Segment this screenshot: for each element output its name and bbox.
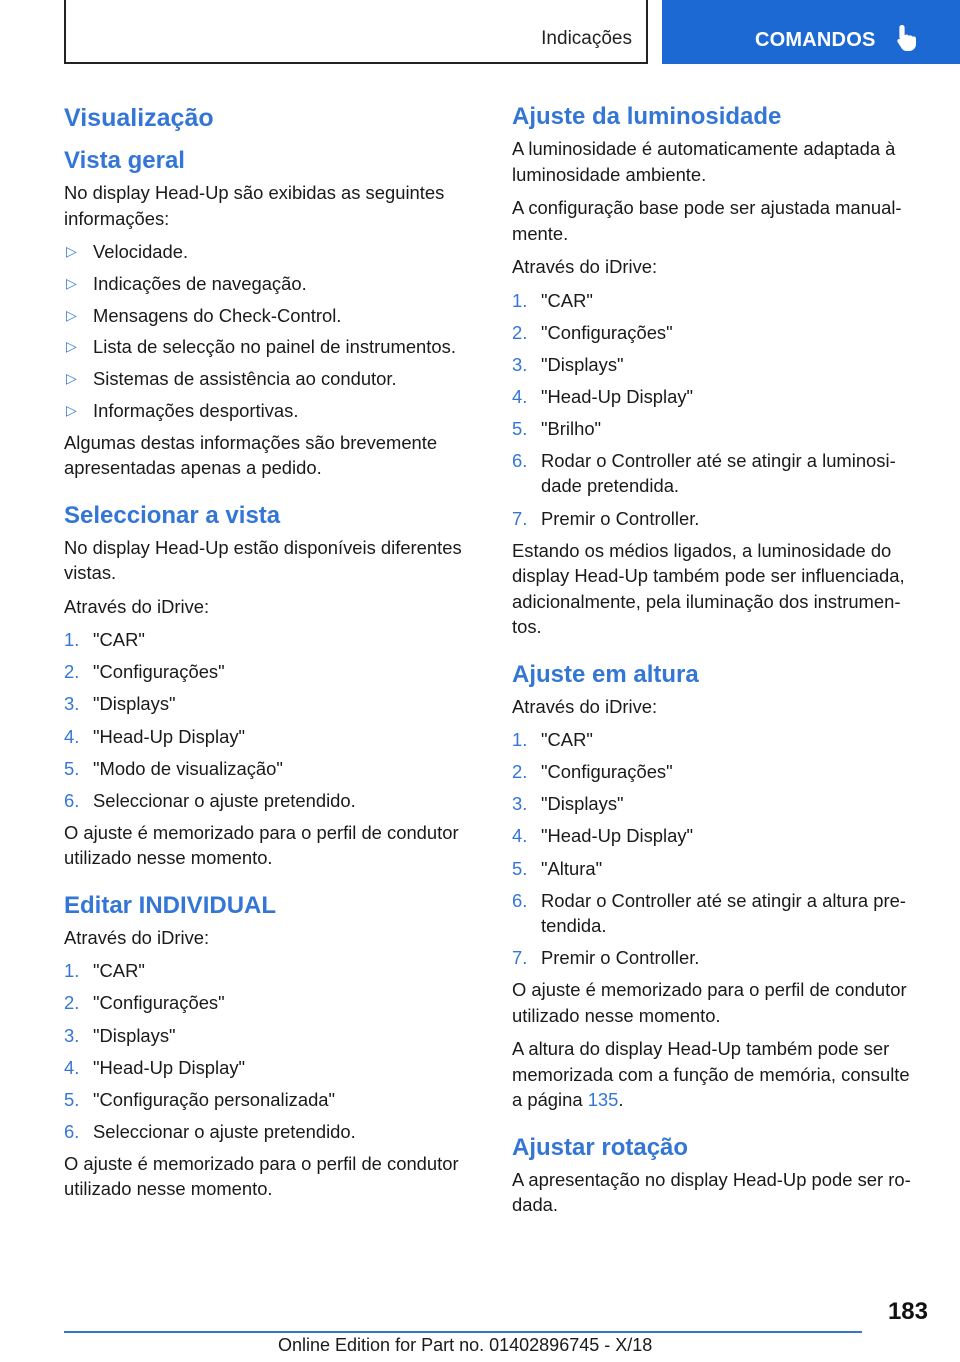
step-item: 4. "Head-Up Display"	[64, 1056, 246, 1078]
right-column	[512, 100, 924, 1226]
step-item: 1. "CAR"	[64, 960, 145, 982]
select-view-note: O ajuste é memorizado para o perfil de condutor utilizado nesse momento.	[64, 821, 459, 869]
edit-individual-heading: Editar INDIVIDUAL	[64, 891, 277, 919]
edit-individual-via: Através do iDrive:	[64, 926, 210, 948]
triangle-bullet-icon: ▷	[66, 338, 77, 355]
step-item: 2. "Configurações"	[64, 992, 225, 1014]
step-item: 2. "Configurações"	[512, 321, 673, 343]
triangle-bullet-icon: ▷	[66, 306, 77, 323]
section-title: Visualização	[64, 104, 214, 132]
footer-divider	[64, 1331, 862, 1333]
step-item: 3. "Displays"	[512, 353, 624, 375]
step-item: 1. "CAR"	[512, 729, 593, 751]
height-steps	[512, 727, 924, 971]
step-item: 6. Rodar o Controller até se atingir a altura pre- tendida.	[512, 889, 906, 937]
select-view-via: Através do iDrive:	[64, 595, 210, 617]
select-view-heading: Seleccionar a vista	[64, 501, 281, 529]
step-item: 1. "CAR"	[512, 289, 593, 311]
step-item: 5. "Configuração personalizada"	[64, 1088, 336, 1110]
triangle-bullet-icon: ▷	[66, 274, 77, 291]
brightness-heading: Ajuste da luminosidade	[512, 103, 782, 130]
brightness-via: Através do iDrive:	[512, 256, 658, 277]
step-item: 3. "Displays"	[64, 693, 176, 715]
left-column	[64, 100, 476, 1210]
height-note-2: A altura do display Head-Up também pode ser memorizada com a função de memória, consulte a página 135.	[512, 1038, 910, 1111]
section-label: Indicações	[541, 28, 632, 49]
brightness-p2: A configuração base pode ser ajustada manual- mente.	[512, 197, 902, 244]
overview-note: Algumas destas informações são brevemente apresentadas apenas a pedido.	[64, 431, 438, 479]
step-item: 2. "Configurações"	[512, 761, 673, 783]
header-chapter-tab[interactable]	[662, 0, 960, 64]
step-item: 5. "Altura"	[512, 857, 603, 879]
step-item: 4. "Head-Up Display"	[64, 725, 246, 747]
list-item: ▷ Velocidade.	[64, 239, 476, 265]
triangle-bullet-icon: ▷	[66, 370, 77, 387]
step-item: 3. "Displays"	[64, 1024, 176, 1046]
overview-intro: No display Head-Up são exibidas as seguintes informações:	[64, 182, 445, 229]
rotation-p1: A apresentação no display Head-Up pode ser ro- dada.	[512, 1168, 911, 1216]
hand-pointer-icon	[894, 23, 922, 53]
step-item: 5. "Brilho"	[512, 417, 602, 439]
height-note-1: O ajuste é memorizado para o perfil de condutor utilizado nesse momento.	[512, 979, 907, 1026]
step-item: 6. Rodar o Controller até se atingir a luminosi- dade pretendida.	[512, 449, 896, 497]
step-item: 1. "CAR"	[64, 629, 145, 651]
triangle-bullet-icon: ▷	[66, 243, 77, 259]
list-item: ▷ Mensagens do Check-Control.	[64, 303, 476, 329]
overview-list	[64, 239, 476, 423]
header-section-tab	[64, 0, 648, 64]
rotation-heading: Ajustar rotação	[512, 1133, 689, 1161]
step-item: 3. "Displays"	[512, 793, 624, 815]
list-item: ▷ Informações desportivas.	[64, 398, 476, 424]
edition-footer: Online Edition for Part no. 01402896745 - X/18	[278, 1335, 653, 1355]
brightness-steps	[512, 288, 924, 532]
overview-heading: Vista geral	[64, 147, 185, 174]
brightness-note: Estando os médios ligados, a luminosidade do display Head-Up também pode ser influenciada, adicionalmente, pela iluminação dos instrumen- tos.	[512, 539, 905, 638]
list-item: ▷ Sistemas de assistência ao condutor.	[64, 366, 476, 392]
height-via: Através do iDrive:	[512, 695, 658, 717]
page-reference-link[interactable]: 135	[587, 1089, 619, 1111]
select-view-intro: No display Head-Up estão disponíveis diferentes vistas.	[64, 536, 462, 584]
brightness-p1: A luminosidade é automaticamente adaptada à luminosidade ambiente.	[512, 138, 896, 185]
select-view-steps	[64, 627, 476, 813]
step-item: 4. "Head-Up Display"	[512, 825, 694, 847]
step-item: 6. Seleccionar o ajuste pretendido.	[64, 1120, 356, 1142]
step-item: 7. Premir o Controller.	[512, 947, 700, 969]
list-item: ▷ Lista de selecção no painel de instrumentos.	[64, 334, 476, 360]
step-item: 6. Seleccionar o ajuste pretendido.	[64, 789, 356, 811]
chapter-label: COMANDOS	[755, 29, 876, 51]
triangle-bullet-icon: ▷	[66, 401, 77, 418]
page-number: 183	[887, 1298, 928, 1325]
step-item: 7. Premir o Controller.	[512, 507, 700, 529]
step-item: 2. "Configurações"	[64, 661, 225, 683]
height-heading: Ajuste em altura	[512, 660, 699, 688]
list-item: ▷ Indicações de navegação.	[64, 271, 476, 297]
step-item: 5. "Modo de visualização"	[64, 757, 283, 779]
edit-individual-note: O ajuste é memorizado para o perfil de condutor utilizado nesse momento.	[64, 1152, 459, 1200]
edit-individual-steps	[64, 958, 476, 1144]
step-item: 4. "Head-Up Display"	[512, 385, 694, 407]
